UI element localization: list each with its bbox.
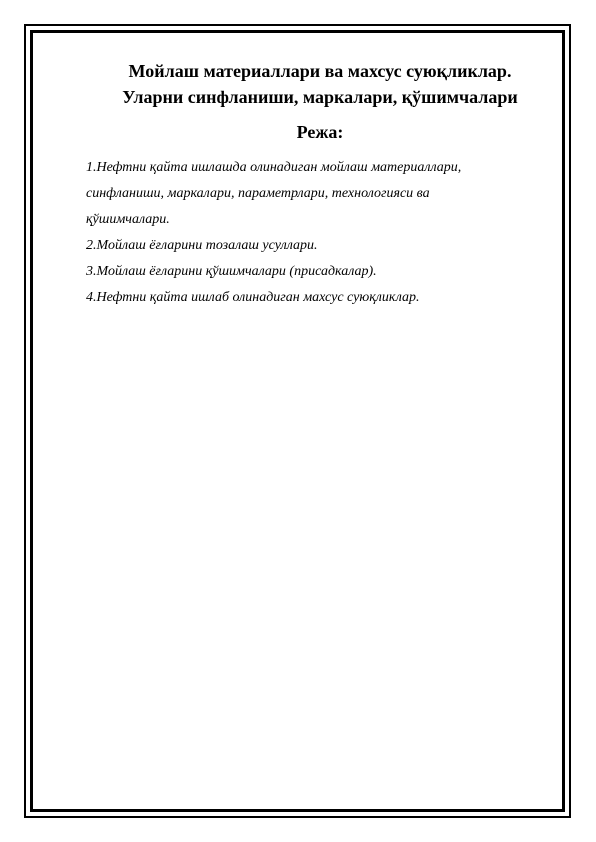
plan-item-text: Нефтни қайта ишлаб олинадиган махсус суюқликлар. [96,290,420,305]
plan-item-text: Мойлаш ёғларини тозалаш усуллари. [96,238,318,253]
plan-list [86,155,536,311]
plan-item-number: 1. [86,160,97,175]
plan-item-1-continuation: қўшимчалари. [86,212,170,227]
plan-item-1 [86,155,536,181]
plan-heading: Режа: [296,122,344,142]
plan-item-number: 3. [86,264,97,279]
title-line-1: Мойлаш материаллари ва махсус суюқликлар. [128,61,512,81]
document-title [60,58,580,110]
plan-item-number: 4. [86,290,97,305]
plan-item-4 [86,285,536,311]
plan-item-number: 2. [86,238,97,253]
plan-item-2 [86,233,536,259]
plan-item-1-continuation: синфланиши, маркалари, параметрлари, технологияси ва [86,186,430,201]
plan-item-text: Нефтни қайта ишлашда олинадиган мойлаш материаллари, [96,160,462,175]
plan-item-3 [86,259,536,285]
title-line-2: Уларни синфланиши, маркалари, қўшимчалари [122,87,518,107]
plan-item-text: Мойлаш ёғларини қўшимчалари (присадкалар). [96,264,377,279]
